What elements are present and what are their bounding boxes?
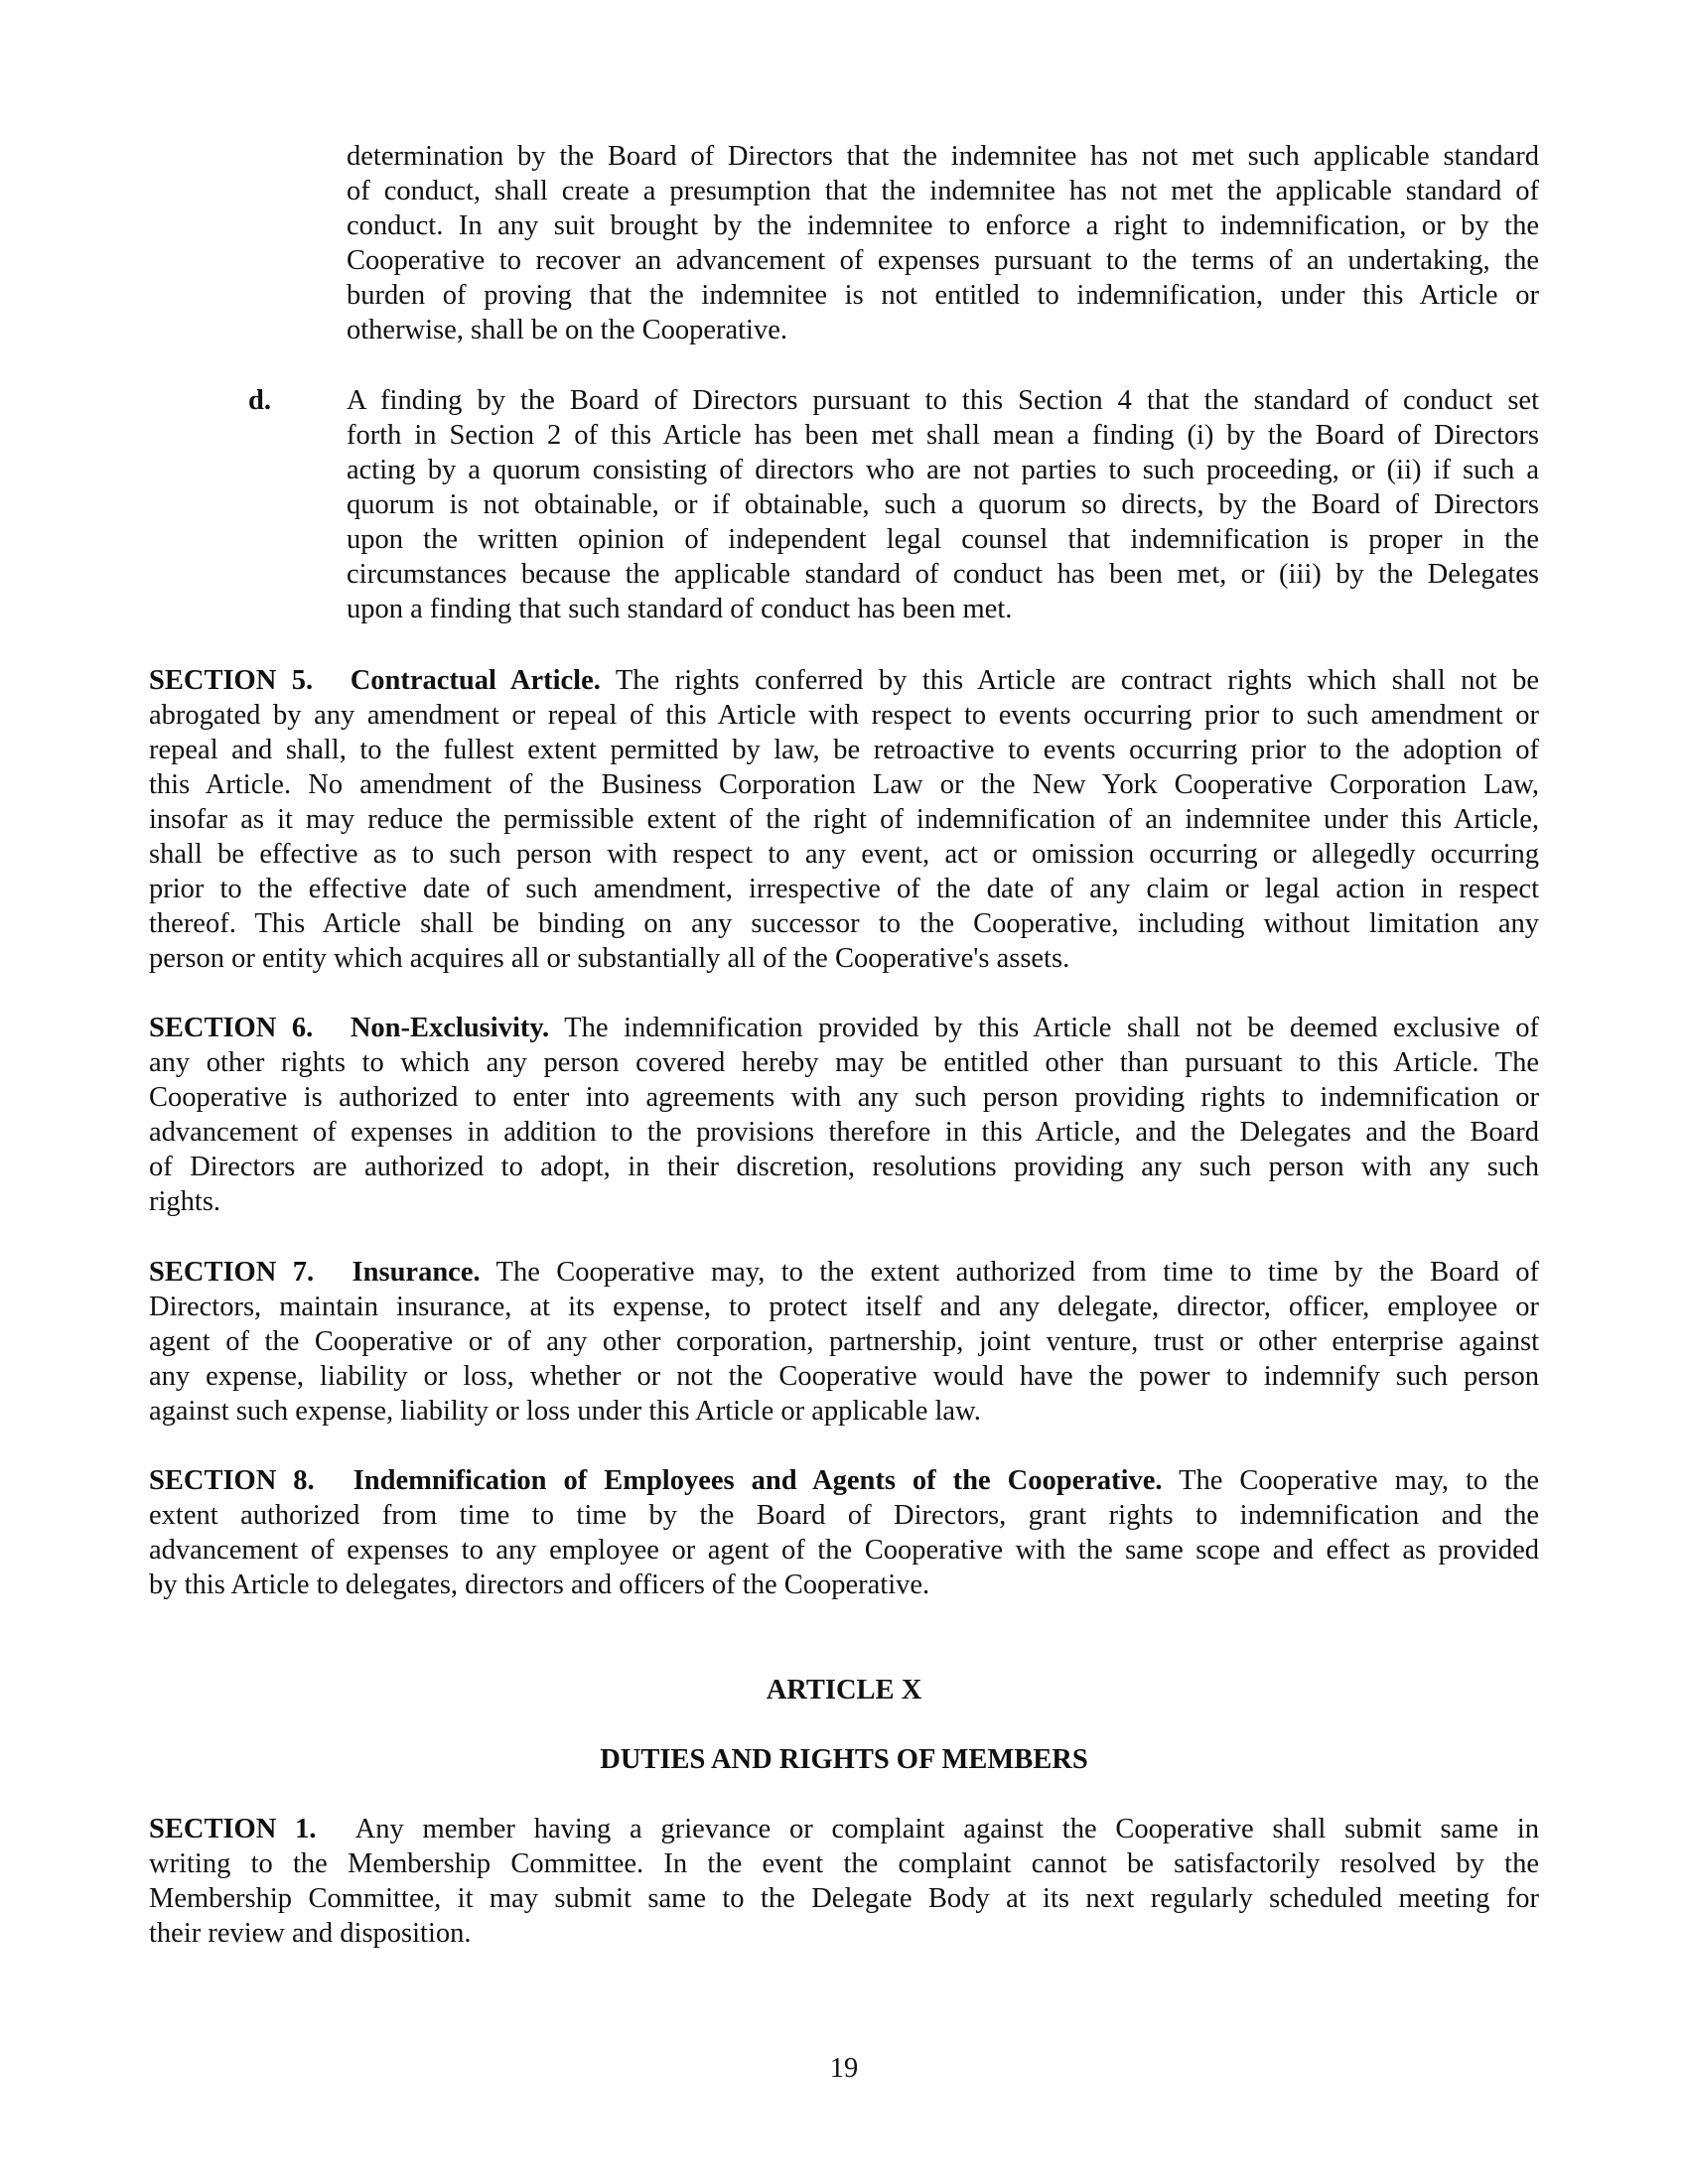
- section-title: Non-Exclusivity.: [350, 1013, 550, 1043]
- text-line: conduct. In any suit brought by the indemnitee to enforce a right to indemnification, or by the: [347, 210, 1539, 241]
- text-line: agent of the Cooperative or of any other corporation, partnership, joint venture, trust or other enterprise against: [149, 1326, 1539, 1357]
- section-7: [149, 1255, 1539, 1429]
- text-line: abrogated by any amendment or repeal of this Article with respect to events occurring prior to such amendment or: [149, 700, 1539, 731]
- page-number: 19: [829, 2053, 859, 2084]
- text-line: A finding by the Board of Directors pursuant to this Section 4 that the standard of conduct set: [347, 385, 1539, 416]
- text-line: advancement of expenses in addition to the provisions therefore in this Article, and the Delegates and the Board: [149, 1117, 1539, 1148]
- paragraph-c: [347, 139, 1539, 347]
- text-line: advancement of expenses to any employee or agent of the Cooperative with the same scope and effect as provided: [149, 1535, 1539, 1566]
- section-label: SECTION 7.: [149, 1257, 315, 1288]
- text-line: [149, 1255, 1539, 1290]
- section-text: Any member having a grievance or complaint against the Cooperative shall submit same in: [354, 1814, 1539, 1844]
- text-line: any expense, liability or loss, whether or not the Cooperative would have the power to indemnify such person: [149, 1361, 1539, 1392]
- text-line: of Directors are authorized to adopt, in their discretion, resolutions providing any such person with any such: [149, 1152, 1539, 1182]
- text-line: upon a finding that such standard of conduct has been met.: [347, 594, 1013, 624]
- section-label: SECTION 6.: [149, 1013, 314, 1043]
- section-label: SECTION 8.: [149, 1465, 315, 1496]
- section-label: SECTION 5.: [149, 665, 314, 696]
- list-marker-d: d.: [248, 385, 271, 416]
- article-subheading: DUTIES AND RIGHTS OF MEMBERS: [600, 1744, 1088, 1775]
- text-line: [149, 1011, 1539, 1045]
- text-line: repeal and shall, to the fullest extent permitted by law, be retroactive to events occurring prior to the adoption of: [149, 735, 1539, 765]
- text-line: Directors, maintain insurance, at its expense, to protect itself and any delegate, director, officer, employee or: [149, 1292, 1539, 1322]
- text-line: this Article. No amendment of the Business Corporation Law or the New York Cooperative Corporation Law,: [149, 769, 1539, 800]
- text-line: Cooperative to recover an advancement of expenses pursuant to the terms of an undertaking, the: [347, 245, 1539, 276]
- text-line: thereof. This Article shall be binding on any successor to the Cooperative, including without limitation any: [149, 908, 1539, 939]
- text-line: circumstances because the applicable standard of conduct has been met, or (iii) by the Delegates: [347, 559, 1539, 590]
- section-title: Contractual Article.: [350, 665, 601, 696]
- text-line: upon the written opinion of independent legal counsel that indemnification is proper in the: [347, 524, 1539, 555]
- text-line: acting by a quorum consisting of directors who are not parties to such proceeding, or (ii) if such a: [347, 455, 1539, 485]
- text-line: determination by the Board of Directors that the indemnitee has not met such applicable standard: [347, 141, 1539, 172]
- text-line: prior to the effective date of such amendment, irrespective of the date of any claim or legal action in respect: [149, 874, 1539, 904]
- paragraph-d: [347, 383, 1539, 626]
- text-line: rights.: [149, 1186, 221, 1217]
- section-text: The rights conferred by this Article are contract rights which shall not be: [615, 665, 1539, 696]
- text-line: extent authorized from time to time by the Board of Directors, grant rights to indemnification and the: [149, 1500, 1539, 1531]
- text-line: their review and disposition.: [149, 1918, 472, 1949]
- section-title: Indemnification of Employees and Agents of the Cooperative.: [352, 1465, 1163, 1496]
- text-line: by this Article to delegates, directors and officers of the Cooperative.: [149, 1570, 930, 1600]
- article-heading: ARTICLE X: [766, 1675, 922, 1706]
- section-8: [149, 1463, 1539, 1602]
- section-title: Insurance.: [352, 1257, 481, 1288]
- text-line: of conduct, shall create a presumption that the indemnitee has not met the applicable standard of: [347, 176, 1539, 206]
- text-line: forth in Section 2 of this Article has been met shall mean a finding (i) by the Board of Directors: [347, 420, 1539, 451]
- text-line: Membership Committee, it may submit same to the Delegate Body at its next regularly scheduled meeting for: [149, 1883, 1539, 1914]
- text-line: [149, 1812, 1539, 1846]
- section-5: [149, 663, 1539, 976]
- text-line: Cooperative is authorized to enter into agreements with any such person providing rights to indemnification or: [149, 1082, 1539, 1113]
- text-line: otherwise, shall be on the Cooperative.: [347, 315, 788, 345]
- text-line: quorum is not obtainable, or if obtainable, such a quorum so directs, by the Board of Directors: [347, 489, 1539, 520]
- text-line: person or entity which acquires all or substantially all of the Cooperative's assets.: [149, 943, 1070, 974]
- article-x-section-1: [149, 1812, 1539, 1951]
- section-text: The Cooperative may, to the: [1179, 1465, 1539, 1496]
- section-text: The indemnification provided by this Article shall not be deemed exclusive of: [564, 1013, 1539, 1043]
- text-line: [149, 663, 1539, 698]
- section-label: SECTION 1.: [149, 1814, 317, 1844]
- text-line: burden of proving that the indemnitee is not entitled to indemnification, under this Article or: [347, 280, 1539, 311]
- section-text: The Cooperative may, to the extent authorized from time to time by the Board of: [495, 1257, 1539, 1288]
- text-line: shall be effective as to such person with respect to any event, act or omission occurring or allegedly occurring: [149, 839, 1539, 870]
- text-line: insofar as it may reduce the permissible extent of the right of indemnification of an indemnitee under this Article,: [149, 804, 1539, 835]
- text-line: any other rights to which any person covered hereby may be entitled other than pursuant to this Article. The: [149, 1047, 1539, 1078]
- text-line: writing to the Membership Committee. In the event the complaint cannot be satisfactorily resolved by the: [149, 1848, 1539, 1879]
- text-line: against such expense, liability or loss under this Article or applicable law.: [149, 1396, 981, 1427]
- section-6: [149, 1011, 1539, 1219]
- text-line: [149, 1463, 1539, 1498]
